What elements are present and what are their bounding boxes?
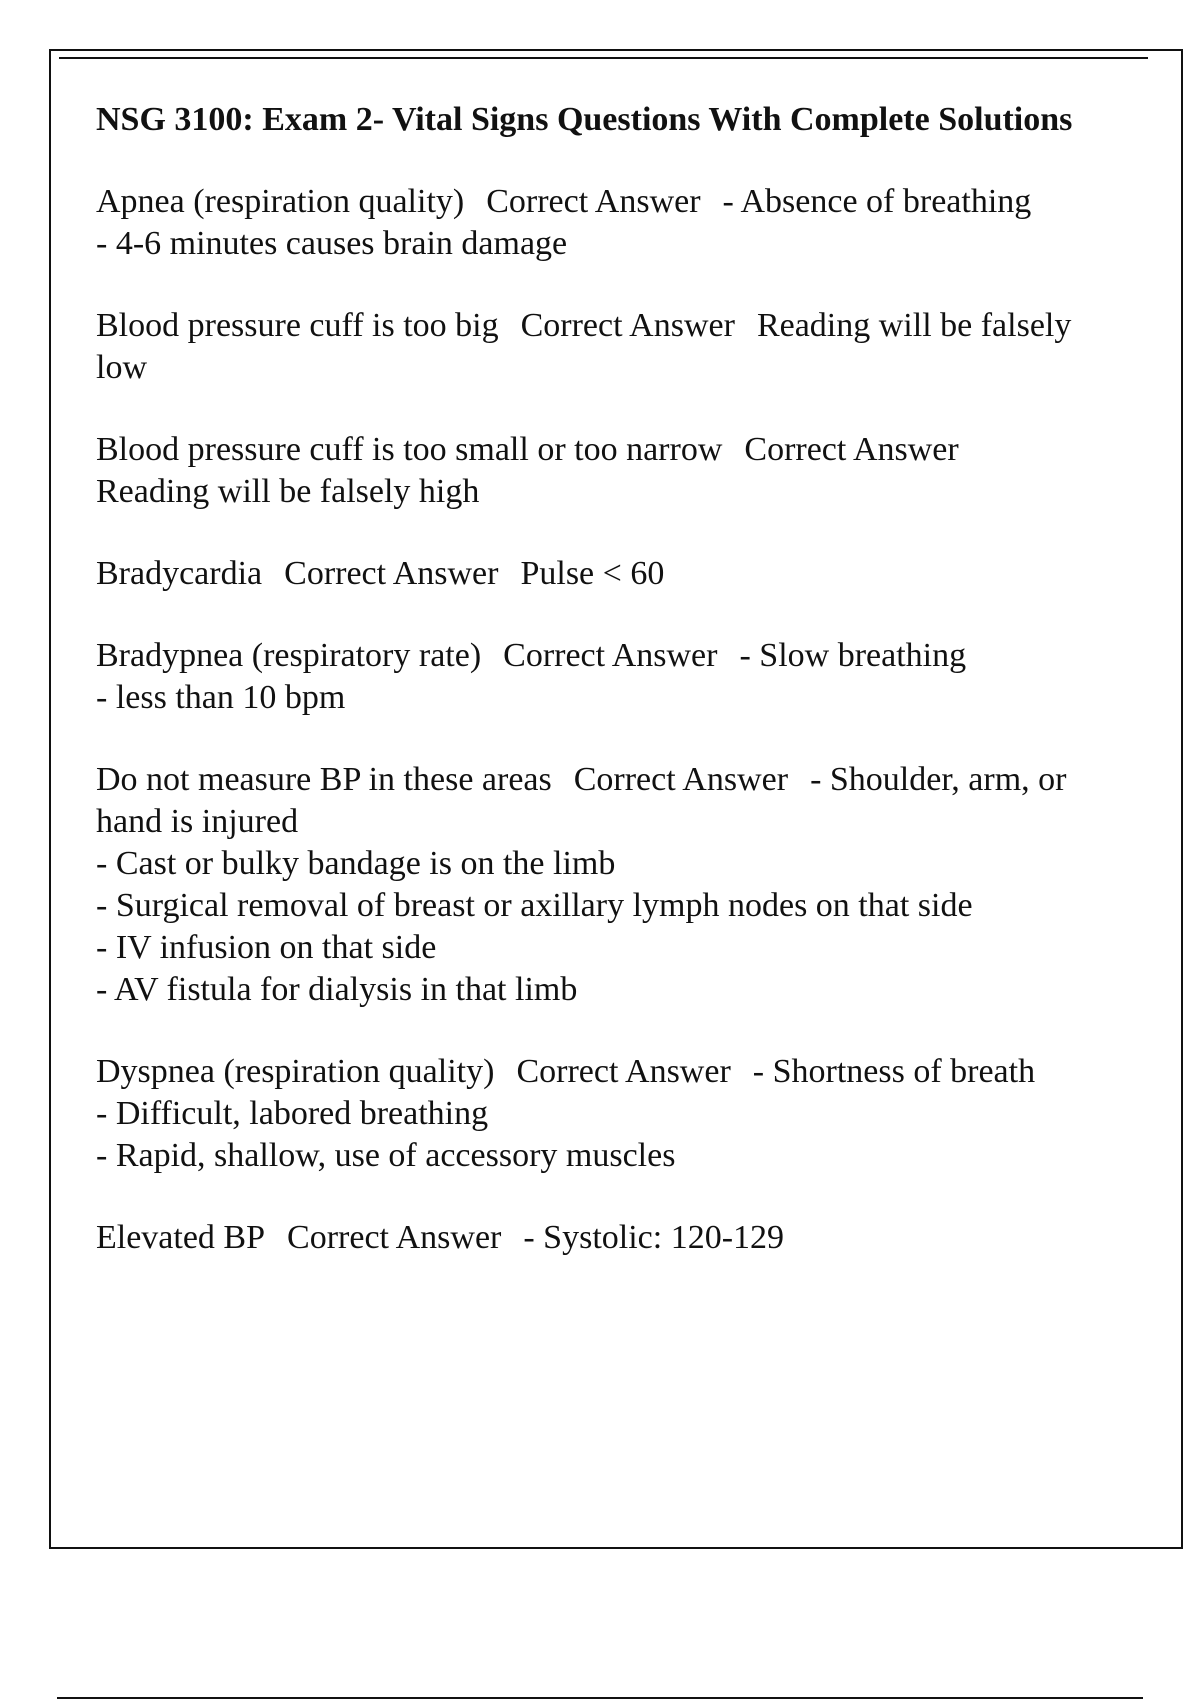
document-body: [96, 99, 1086, 1299]
qa-answer: - Shortness of breath: [752, 1053, 1036, 1090]
qa-first-line: [96, 635, 1086, 677]
qa-term: Blood pressure cuff is too small or too narrow: [96, 431, 723, 468]
qa-answer: - Shoulder, arm, or hand is injured: [96, 761, 1067, 840]
qa-entry: [96, 305, 1086, 389]
qa-term: Elevated BP: [96, 1219, 266, 1256]
qa-term: Blood pressure cuff is too big: [96, 307, 499, 344]
correct-answer-label: Correct Answer: [573, 761, 789, 798]
qa-entry: [96, 759, 1086, 1011]
qa-answer-detail: - IV infusion on that side: [96, 929, 437, 966]
qa-answer: - Absence of breathing: [722, 183, 1032, 220]
qa-answer: - Slow breathing: [739, 637, 967, 674]
document-title: NSG 3100: Exam 2- Vital Signs Questions With Complete Solutions: [96, 101, 1073, 138]
page-bottom-rule: [57, 1697, 1143, 1699]
qa-answer-detail: - Cast or bulky bandage is on the limb: [96, 845, 616, 882]
qa-answer: Reading will be falsely low: [96, 307, 1072, 386]
qa-first-line: [96, 553, 1086, 595]
qa-term: Dyspnea (respiration quality): [96, 1053, 495, 1090]
correct-answer-label: Correct Answer: [520, 307, 735, 344]
correct-answer-label: Correct Answer: [284, 555, 499, 592]
qa-first-line: [96, 759, 1086, 843]
qa-entry: [96, 429, 1086, 513]
qa-answer-detail: - Difficult, labored breathing: [96, 1095, 489, 1132]
correct-answer-label: Correct Answer: [516, 1053, 731, 1090]
qa-first-line: [96, 181, 1086, 223]
qa-term: Bradypnea (respiratory rate): [96, 637, 482, 674]
qa-answer: - Systolic: 120-129: [523, 1219, 785, 1256]
qa-term: Do not measure BP in these areas: [96, 761, 552, 798]
qa-list: [96, 181, 1086, 1259]
qa-answer: Reading will be falsely high: [96, 473, 480, 510]
correct-answer-label: Correct Answer: [287, 1219, 502, 1256]
top-rule: [59, 57, 1148, 59]
qa-answer-detail: - Surgical removal of breast or axillary lymph nodes on that side: [96, 887, 973, 924]
correct-answer-label: Correct Answer: [503, 637, 718, 674]
correct-answer-label: Correct Answer: [744, 431, 959, 468]
qa-entry: [96, 181, 1086, 265]
qa-entry: [96, 553, 1086, 595]
qa-answer-detail: - Rapid, shallow, use of accessory muscles: [96, 1137, 676, 1174]
qa-entry: [96, 1217, 1086, 1259]
qa-first-line: [96, 1051, 1086, 1093]
correct-answer-label: Correct Answer: [486, 183, 701, 220]
qa-first-line: [96, 1217, 1086, 1259]
qa-entry: [96, 635, 1086, 719]
qa-first-line: [96, 305, 1086, 389]
qa-entry: [96, 1051, 1086, 1177]
qa-first-line: [96, 429, 1086, 513]
qa-answer-detail: - AV fistula for dialysis in that limb: [96, 971, 578, 1008]
qa-answer-detail: - less than 10 bpm: [96, 679, 346, 716]
qa-answer: Pulse < 60: [520, 555, 665, 592]
qa-term: Apnea (respiration quality): [96, 183, 465, 220]
qa-term: Bradycardia: [96, 555, 263, 592]
qa-answer-detail: - 4-6 minutes causes brain damage: [96, 225, 568, 262]
